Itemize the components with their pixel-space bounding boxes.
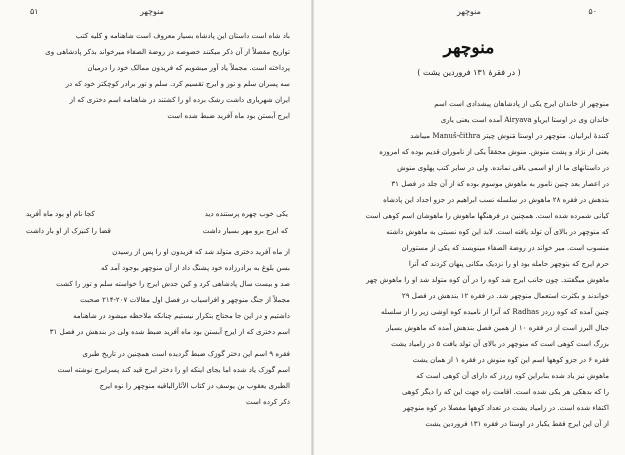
text-line: پرداخته است. مجملاً یاد آور میشویم که فریدون ممالک خود را درمیان [87, 63, 290, 72]
text-line: الطبری یعقوب بن یوسف در کتاب الآثارالباقیه منوچهر را نوه ایرج [99, 381, 290, 390]
poem-block [26, 205, 288, 239]
page-number: ۵۰ [588, 7, 597, 16]
text-line: منوچهر از خاندان ایرج یکی از پادشاهان پیشدادی است اسم [434, 99, 609, 108]
hemistich-left: قضا را کنیزک از او بار داشت [26, 226, 111, 235]
text-line: جبال البرز است از در فقره ۱۰ از همین فصل بندهش آمده که ماهوش بسیار [386, 323, 609, 332]
hemistich-left: کجا نام او بود ماه آفرید [26, 209, 95, 218]
text-line: بزرگ است کوهی است که منوچهر در بالای آن تولد یافت ۵ در زامیاد یشت [391, 339, 609, 348]
text-line: فقره ۶ در جزو کوهها اسم این کوه منوش در فقره ۱ از همان یشت [412, 355, 609, 364]
text-line: را که بدهکی هر یکی شده است. اقامت راه جهت این که را دیگر کوهی [402, 387, 609, 396]
text-line: ذکر کرده است [245, 397, 290, 406]
text-line: حرم ایرج که بنوچهر حامله بود او را نزدیک مکانی پنهان کردند که آنرا [408, 259, 609, 268]
chapter-subtitle: ( در فقرهٔ ۱۳۱ فروردین یشت ) [417, 68, 521, 77]
text-line: چنین آمده که کوه زردز Radhas که آنرا از نامیده کوه اوشی زیر را از سلسله [380, 307, 609, 316]
text-line: ماهوش میگفتند. چون جانب ایرج شد کوه را در آن کوه متولد شد او را ماهوش چهر [366, 275, 609, 284]
poem-verse [26, 205, 288, 222]
paragraph-1 [24, 28, 290, 124]
text-line: بندهش در فقره ۲۸ ماهوش در سلسله نسب ابراهیم در جزو اجداد این پادشاه [383, 195, 609, 204]
text-line: داشتیم و در این جا محتاج بتکرار نیستیم چنانکه ملاحظه میشود در شاهنامه [73, 311, 290, 320]
poem-verse [26, 222, 288, 239]
text-line: اسم دختری که از ایرج آبستن بود ماه آفرید ضبط شده ولی در بندهش در فصل ۳۱ [49, 327, 290, 336]
hemistich-right: یکی خوب چهره پرستنده دید [204, 209, 288, 218]
text-line: کیانی شمرده شده است. همچنین در فرهنگها ماهوش را ماهوشان اسم کوهی است [365, 211, 609, 220]
text-line: در اعصار بعد چنین نامور به ماهوش موسوم بوده که از آن جلد در فصل ۳۱ [391, 179, 609, 188]
page-number: ۵۱ [30, 7, 39, 16]
text-line: خاندان وی در اوستا ایریاو Airyava آمده است یعنی یاری [440, 115, 609, 124]
text-line: ایران شهریاری داشت رشک برده او را کشتند در شاهنامه اسم دختری که از [69, 95, 290, 104]
text-line: اکتفاء شده است. در زامیاد یشت در تعداد کوهها مفصلا در کوه منوچهر [403, 403, 609, 412]
text-line: بسن بلوغ به برادرزاده خود پشنگ داد از آن منوچهر بوجود آمد که [100, 263, 290, 272]
text-line: ایرج آبستن بود ماه آفرید ضبط شده است [167, 111, 290, 120]
paragraph-2 [24, 244, 290, 340]
left-page [0, 0, 312, 455]
text-line: اسم گوزک یاد شده اما بجای اینکه او را دختر ایرج قید کند پسرایرج نوشته است [57, 365, 290, 374]
text-line: که منوچهر در بالای آن تولد یافته است. لابد این کوه نسبتی به ماهوش داشته [386, 227, 609, 236]
text-line: ماهوش نیز یاد شده بنابراین کوه زردز که دارای آن کوهی است که [416, 371, 609, 380]
text-line: یعنی از نژاد و پشت منوش. منوش محققاً یکی از ناموران قدیم بوده که امروزه [379, 147, 609, 156]
text-line: صد و بیست سال پادشاهی کرد و کین جدش ایرج را خواسته سلم و تور را کشت [56, 279, 290, 288]
text-line: در داستانهای ما از او اسمی باقی نمانده. ولی در سایر کتب پهلوی منوش [397, 163, 609, 172]
right-page [313, 0, 625, 455]
chapter-body [339, 96, 609, 432]
running-head: منوچهر [457, 7, 481, 16]
hemistich-right: که ایرج برو مهر بسیار داشت [202, 226, 288, 235]
text-line: باد شاه است داستان این پادشاه بسیار معروف است شاهنامه و کلیه کتب [75, 31, 290, 40]
text-line: تواریخ مفصلاً از آن ذکر میکنند خصوصه در روضة الصفاء میرخواند بذکر پادشاهی وی [45, 47, 290, 56]
paragraph-3 [24, 346, 290, 410]
text-line: خواندند و بکثرت استعمال منوچهر شد. در فقره ۱۲ بندهش در فصل ۲۹ [401, 291, 609, 300]
text-line: از آن این ایرج فقط یکبار در اوستا در فقره ۱۳۱ فروردین یشت [425, 419, 609, 428]
text-line: سه پسران سلم و تور و ایرج تقسیم کرد. سلم و تور برادر کوچکتر خود که در [65, 79, 290, 88]
running-head: منوچهر [140, 7, 164, 16]
text-line: از ماه آفرید دختری متولد شد که فریدون او را پس از رسیدن [112, 247, 290, 256]
text-line: فقره ۹ اسم این دختر گوزک ضبط گردیده است همچنین در تاریخ طبری [82, 349, 290, 358]
text-line: کنندهٔ ایرانیان. منوچهر در اوستا مَنوش چیتر Manuš-čithra میباشد [410, 131, 609, 140]
text-line: منسوب است. میر خواند در روضة الصفاء مینویسد که یکی از مستوران [401, 243, 609, 252]
chapter-title: منوچهر [443, 38, 495, 58]
text-line: مجملاً از جنگ منوچهر و افراسیاب در فصل اول مقالات ۲۰۷-۲۱۴ صحبت [80, 295, 290, 304]
